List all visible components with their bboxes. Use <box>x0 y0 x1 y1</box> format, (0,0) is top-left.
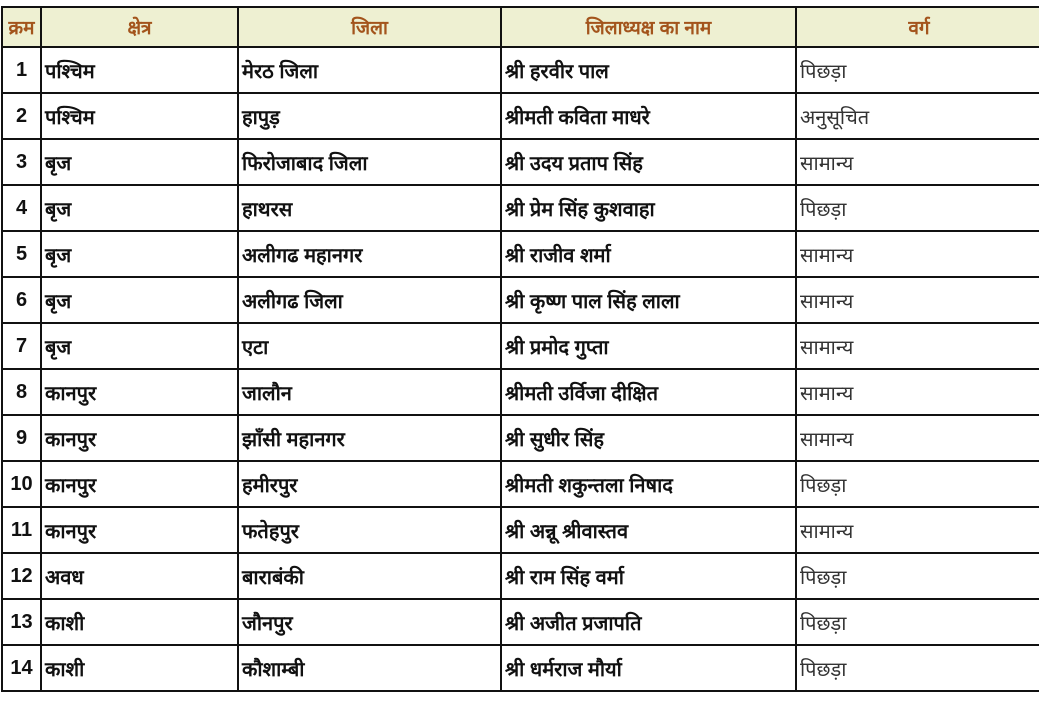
header-region: क्षेत्र <box>41 7 238 47</box>
cell-serial: 12 <box>2 553 41 599</box>
table-row <box>2 461 1039 507</box>
cell-district: झाँसी महानगर <box>238 415 501 461</box>
cell-region: बृज <box>41 139 238 185</box>
cell-region: पश्चिम <box>41 93 238 139</box>
cell-category: पिछड़ा <box>796 553 1039 599</box>
cell-district: कौशाम्बी <box>238 645 501 691</box>
cell-president-name: श्रीमती कविता माधरे <box>501 93 796 139</box>
cell-category: सामान्य <box>796 277 1039 323</box>
cell-region: पश्चिम <box>41 47 238 93</box>
cell-district: अलीगढ जिला <box>238 277 501 323</box>
header-president-name: जिलाध्यक्ष का नाम <box>501 7 796 47</box>
table-row <box>2 645 1039 691</box>
cell-category: सामान्य <box>796 507 1039 553</box>
cell-president-name: श्री अजीत प्रजापति <box>501 599 796 645</box>
table-row <box>2 139 1039 185</box>
cell-region: कानपुर <box>41 461 238 507</box>
cell-region: बृज <box>41 185 238 231</box>
cell-serial: 6 <box>2 277 41 323</box>
header-category: वर्ग <box>796 7 1039 47</box>
cell-district: मेरठ जिला <box>238 47 501 93</box>
cell-serial: 4 <box>2 185 41 231</box>
table-row <box>2 47 1039 93</box>
cell-serial: 11 <box>2 507 41 553</box>
table-row <box>2 599 1039 645</box>
cell-district: अलीगढ महानगर <box>238 231 501 277</box>
cell-category: सामान्य <box>796 231 1039 277</box>
cell-category: अनुसूचित <box>796 93 1039 139</box>
cell-serial: 3 <box>2 139 41 185</box>
cell-president-name: श्री अन्नू श्रीवास्तव <box>501 507 796 553</box>
cell-serial: 5 <box>2 231 41 277</box>
header-district: जिला <box>238 7 501 47</box>
cell-category: पिछड़ा <box>796 47 1039 93</box>
cell-serial: 13 <box>2 599 41 645</box>
table-row <box>2 323 1039 369</box>
cell-president-name: श्री सुधीर सिंह <box>501 415 796 461</box>
cell-district: फतेहपुर <box>238 507 501 553</box>
cell-region: बृज <box>41 277 238 323</box>
cell-president-name: श्री प्रेम सिंह कुशवाहा <box>501 185 796 231</box>
cell-district: जौनपुर <box>238 599 501 645</box>
cell-district: हमीरपुर <box>238 461 501 507</box>
cell-serial: 14 <box>2 645 41 691</box>
cell-district: एटा <box>238 323 501 369</box>
cell-district: फिरोजाबाद जिला <box>238 139 501 185</box>
cell-serial: 8 <box>2 369 41 415</box>
table-row <box>2 507 1039 553</box>
cell-serial: 1 <box>2 47 41 93</box>
cell-president-name: श्री उदय प्रताप सिंह <box>501 139 796 185</box>
table-row <box>2 277 1039 323</box>
cell-category: सामान्य <box>796 415 1039 461</box>
header-serial: क्रम <box>2 7 41 47</box>
cell-region: बृज <box>41 323 238 369</box>
cell-district: जालौन <box>238 369 501 415</box>
cell-president-name: श्री धर्मराज मौर्या <box>501 645 796 691</box>
cell-region: काशी <box>41 599 238 645</box>
cell-president-name: श्री प्रमोद गुप्ता <box>501 323 796 369</box>
cell-president-name: श्री हरवीर पाल <box>501 47 796 93</box>
cell-serial: 9 <box>2 415 41 461</box>
cell-category: पिछड़ा <box>796 645 1039 691</box>
cell-region: अवध <box>41 553 238 599</box>
cell-category: सामान्य <box>796 323 1039 369</box>
cell-region: कानपुर <box>41 415 238 461</box>
district-presidents-table <box>1 6 1039 692</box>
cell-category: पिछड़ा <box>796 185 1039 231</box>
cell-district: हाथरस <box>238 185 501 231</box>
cell-serial: 10 <box>2 461 41 507</box>
cell-district: बाराबंकी <box>238 553 501 599</box>
table-row <box>2 369 1039 415</box>
cell-region: बृज <box>41 231 238 277</box>
cell-president-name: श्रीमती उर्विजा दीक्षित <box>501 369 796 415</box>
cell-category: पिछड़ा <box>796 461 1039 507</box>
cell-region: कानपुर <box>41 507 238 553</box>
cell-president-name: श्री राजीव शर्मा <box>501 231 796 277</box>
cell-serial: 2 <box>2 93 41 139</box>
table-row <box>2 185 1039 231</box>
table-row <box>2 93 1039 139</box>
cell-president-name: श्रीमती शकुन्तला निषाद <box>501 461 796 507</box>
header-row <box>2 7 1039 47</box>
table-row <box>2 415 1039 461</box>
cell-serial: 7 <box>2 323 41 369</box>
table-row <box>2 231 1039 277</box>
cell-category: सामान्य <box>796 369 1039 415</box>
table-row <box>2 553 1039 599</box>
cell-district: हापुड़ <box>238 93 501 139</box>
cell-president-name: श्री कृष्ण पाल सिंह लाला <box>501 277 796 323</box>
cell-region: काशी <box>41 645 238 691</box>
cell-president-name: श्री राम सिंह वर्मा <box>501 553 796 599</box>
cell-region: कानपुर <box>41 369 238 415</box>
cell-category: सामान्य <box>796 139 1039 185</box>
cell-category: पिछड़ा <box>796 599 1039 645</box>
